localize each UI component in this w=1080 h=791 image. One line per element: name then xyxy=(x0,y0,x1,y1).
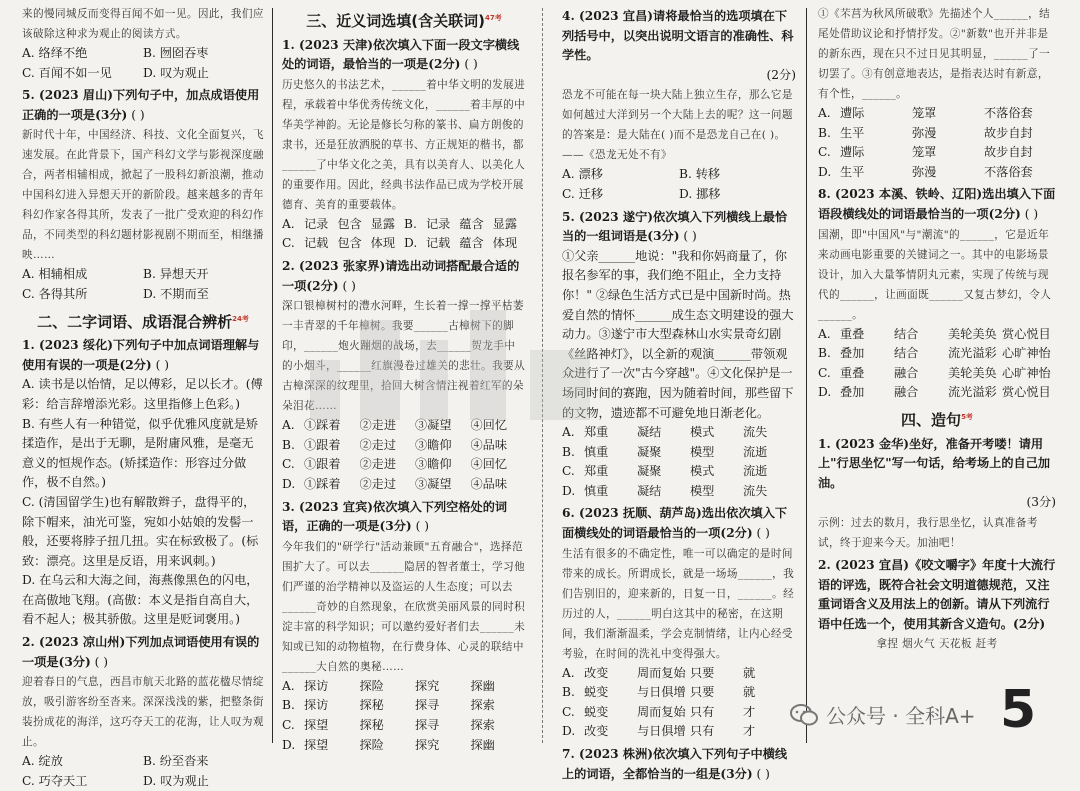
option-cell: 生平 xyxy=(840,164,865,179)
option-cell: 与日俱增 xyxy=(637,724,686,739)
option-cell: C. xyxy=(818,365,831,380)
passage-text: ①父亲______地说："我和你妈商量了，你报名参军的事，我们绝不阻止，全力支持你！" ②绿色生活方式已是中国新时尚。热爱自然的情怀______成生态文明建设的强大动力。③遂宁市大型森林山水实景奇幻剧《丝路神灯》，以全新的观演______带领观众进行了一次"古今穿越"。④文化保护是一场同时间的赛跑，因为随着时间，那些留下的文物，遗迹都不可避免地日渐老化。 xyxy=(562,248,794,420)
option-cell: 探幽 xyxy=(470,737,495,752)
option-row[interactable] xyxy=(818,163,1056,183)
option-cell: D. xyxy=(282,476,296,491)
option-row[interactable] xyxy=(282,736,526,756)
option-cell: 重叠 xyxy=(840,326,865,341)
option[interactable]: A. 漂移 xyxy=(562,167,603,182)
option-cell: 生平 xyxy=(840,125,865,140)
option-cell: A. xyxy=(282,678,295,693)
option[interactable]: D. 在乌云和大海之间，海燕像黑色的闪电，在高傲地飞翔。(高傲：本义是指自高自大，看不起人；极其骄傲。这里是贬词褒用。) xyxy=(22,573,259,627)
answer-paren[interactable]: ( ) xyxy=(683,229,697,244)
option-cell: 流逝 xyxy=(743,464,768,479)
option-cell: ①跟着 xyxy=(304,457,341,472)
option[interactable]: D. 不期而至 xyxy=(143,286,209,301)
option-cell: 流逝 xyxy=(743,444,768,459)
option-cell: 蜕变 xyxy=(584,704,609,719)
option-cell: 显露 xyxy=(492,216,518,231)
passage-text: 迎着春日的气息，西昌市航天北路的蓝花楹尽情绽放，吸引游客纷至沓来。深深浅浅的紫，把整条街装扮成花的海洋，这巧夺天工的花海，让人叹为观止。 xyxy=(22,676,264,749)
option-cell: 心旷神怡 xyxy=(1002,365,1051,380)
option-cell: C. xyxy=(282,717,295,732)
option[interactable]: A. 绽放 xyxy=(22,754,63,769)
option-cell: 体现 xyxy=(370,236,396,251)
answer-paren[interactable]: ( ) xyxy=(415,519,429,534)
option-row[interactable] xyxy=(818,325,1056,345)
question-stem: 1. (2023 天津)依次填入下面一段文字横线处的词语，最恰当的一项是(2分) xyxy=(282,37,520,72)
option-cell: 弥漫 xyxy=(912,125,937,140)
answer-paren[interactable]: ( ) xyxy=(756,526,770,541)
section-title xyxy=(818,408,1056,431)
option-cell: 弥漫 xyxy=(912,164,937,179)
option-cell: 探幽 xyxy=(470,678,495,693)
section-title xyxy=(282,9,526,32)
option-cell: 郑重 xyxy=(584,464,609,479)
option[interactable]: A. 络绎不绝 xyxy=(22,46,88,60)
option-cell: 凝聚 xyxy=(637,464,662,479)
option-row[interactable] xyxy=(818,383,1056,403)
question-7 xyxy=(562,745,796,784)
column-divider xyxy=(806,8,807,743)
option-cell: ①踩着 xyxy=(304,476,341,491)
options xyxy=(562,165,796,204)
option[interactable]: D. 叹为观止 xyxy=(143,773,209,788)
option-row[interactable] xyxy=(562,482,796,502)
option-cell: 只要 xyxy=(690,685,715,700)
option-cell: 才 xyxy=(743,724,756,739)
option-row[interactable] xyxy=(282,696,526,716)
option-cell: A. xyxy=(282,216,295,231)
option-cell: 探索 xyxy=(470,698,495,713)
question-8 xyxy=(818,185,1056,403)
question-stem: 2. (2023 张家界)请选出动词搭配最合适的一项(2分) xyxy=(282,258,520,293)
option-cell: 故步自封 xyxy=(984,125,1033,140)
option-cell: ④回忆 xyxy=(470,457,508,472)
option-cell: 流失 xyxy=(743,425,768,440)
option-cell: D. xyxy=(282,737,296,752)
option-cell: 与日俱增 xyxy=(637,685,686,700)
option-cell: ①踩着 xyxy=(304,418,341,433)
option-cell: 探寻 xyxy=(415,717,440,732)
question-stem: 1. (2023 金华)坐好，准备开考喽！请用上"行思坐忆"写一句话，给考场上的自己加油。 xyxy=(818,436,1051,490)
question-3 xyxy=(282,498,526,756)
question-5 xyxy=(22,86,264,304)
option-cell: 探秘 xyxy=(359,717,384,732)
option-cell: 探险 xyxy=(359,737,384,752)
option-cell: 模式 xyxy=(690,464,715,479)
option-cell: ②走过 xyxy=(359,437,397,452)
question-stem: 5. (2023 遂宁)依次填入下列横线上最恰当的一组词语是(3分) xyxy=(562,209,788,244)
option-cell: 慎重 xyxy=(584,444,609,459)
option-cell: 重叠 xyxy=(840,365,865,380)
option-cell: 探访 xyxy=(304,678,329,693)
section-title-text: 三、近义词选填(含关联词) xyxy=(306,12,485,30)
word-list: 拿捏 烟火气 天花板 赶考 xyxy=(876,638,998,651)
section-count: 24考 xyxy=(232,314,249,323)
option-cell: 故步自封 xyxy=(984,145,1033,160)
passage-text: 来的慢同城反而变得百闻不如一见。因此，我们应该破除这种求为观止的阅读方式。 xyxy=(22,8,264,40)
section-count: 5考 xyxy=(961,412,973,421)
question-stem: 7. (2023 株洲)依次填入下列句子中横线上的词语，全都恰当的一组是(3分) xyxy=(562,747,788,781)
option[interactable]: A. 相辅相成 xyxy=(22,267,88,282)
passage-text: ①《芣莒为秋风所破歌》先描述个人______，结尾处借助议论和抒情抒发。②"新数"也开并非是的新东西，现在只不过日见其明显，______了一切罢了。③有创意地表达，是指表达时有新意，有个性，______。 xyxy=(818,8,1051,100)
answer-example: 示例：过去的数月，我行思坐忆，认真准备考试，终于迎来今天。加油吧！ xyxy=(818,516,1038,549)
option-cell: 郑重 xyxy=(584,425,609,440)
option-cell: 记录 xyxy=(304,216,329,231)
option-cell: D. xyxy=(562,483,576,498)
option-row[interactable] xyxy=(562,722,796,742)
options xyxy=(22,265,264,304)
question-stem: 2. (2023 凉山州)下列加点词语使用有误的一项是(3分) xyxy=(22,635,260,669)
option-cell: ④回忆 xyxy=(470,418,508,433)
passage-text: 新时代十年，中国经济、科技、文化全面复兴，飞速发展。在此背景下，国产科幻文学与影视深度融合，两者相辅相成，掀起了一股科幻新浪潮，推动中国科幻进入异想天开的新阶段。越来越多的青年科幻作家各得其所，发表了一批广受欢迎的科幻作品，不同类型的科幻题材影视剧不期而至，相继播映…… xyxy=(22,129,264,262)
option-cell: 探究 xyxy=(415,678,440,693)
answer-paren[interactable]: ( ) xyxy=(94,654,109,669)
option-cell: ④品味 xyxy=(470,476,508,491)
option-cell: D. xyxy=(818,385,832,400)
question-stem: 2. (2023 宜昌)《咬文嚼字》年度十大流行语的评选，既符合社会文明道德规范，又注重词语含义及用法上的创新。请从下列流行语中任选一个，使用其新含义造句。(2分) xyxy=(818,557,1056,631)
option-cell: 周而复始 xyxy=(637,665,686,680)
option-cell: ②走过 xyxy=(359,476,397,491)
option-row[interactable] xyxy=(282,677,526,697)
option[interactable]: C. (清国留学生)也有解散辫子，盘得平的，除下帽来，油光可鉴，宛如小姑娘的发髻一般，还要将脖子扭几扭。实在标致极了。(标致：漂亮。这里是反语，用来讽刺。) xyxy=(22,494,259,568)
option-cell: 就 xyxy=(743,665,756,680)
passage-text: 深口银樟树村的澧水河畔，生长着一撑一撑平枯萎一丰青翠的千年樟树。我要______古樟树下的脚印，______炮火蹦烟的战场，去______贺龙手中的小烟斗，______红旗漫卷过雄关的悲壮。我要从古樟深深的纹理里，拾回大树含情注视着红军的朵朵泪花…… xyxy=(282,300,526,413)
option-cell: 凝结 xyxy=(637,425,662,440)
option-cell: 探望 xyxy=(304,717,329,732)
option-cell: 记录 xyxy=(425,216,451,231)
option-row[interactable] xyxy=(562,683,796,703)
question-2 xyxy=(818,556,1056,654)
option-cell: 模式 xyxy=(690,425,715,440)
section-count: 47考 xyxy=(484,14,502,22)
option-row[interactable] xyxy=(562,664,796,684)
option[interactable]: B. 囫囵吞枣 xyxy=(143,46,209,60)
option-cell: 模型 xyxy=(690,483,715,498)
option-cell: C. xyxy=(282,236,295,251)
option-cell: B. xyxy=(282,698,295,713)
option[interactable]: C. 各得其所 xyxy=(22,286,88,301)
question-stem: 8. (2023 本溪、铁岭、辽阳)选出填入下面语段横线处的词语最恰当的一项(2分) xyxy=(818,187,1056,221)
answer-paren[interactable]: ( ) xyxy=(1024,206,1039,221)
passage-text: 今年我们的"研学行"活动兼顾"五育融合"，选择范围扩大了。可以去______隐居的智者董士，学习他们严谨的治学精神以及盗运的人生态度；可以去______奇妙的自然现象，在欣赏美丽风景的同时积淀丰富的科学知识；可以邀约爱好者们去______未知或已知的动物植物，在行费身体、心灵的联结中______大自然的奥秘…… xyxy=(282,540,526,673)
option-cell: 才 xyxy=(743,704,756,719)
option-cell: 显露 xyxy=(370,216,396,231)
answer-paren[interactable]: ( ) xyxy=(131,107,145,122)
option-table xyxy=(818,104,1056,182)
option-cell: 只有 xyxy=(690,704,715,719)
section-title xyxy=(22,310,264,333)
option-cell: 周而复始 xyxy=(637,704,686,719)
option-cell: ③瞻仰 xyxy=(415,437,452,452)
brand-text: 公众号 · 全科A+ xyxy=(826,704,976,728)
option-cell: 赏心悦目 xyxy=(1002,385,1051,400)
option-cell: 流失 xyxy=(743,483,768,498)
option-row[interactable] xyxy=(562,443,796,463)
option-cell: 模型 xyxy=(690,444,715,459)
option[interactable]: D. 叹为观止 xyxy=(143,65,209,80)
option-cell: 遭际 xyxy=(840,106,865,120)
option-cell: 就 xyxy=(743,685,756,700)
option-cell: 融合 xyxy=(894,365,919,380)
option-cell: ②走进 xyxy=(359,457,397,472)
option-cell: 不落俗套 xyxy=(984,106,1033,120)
passage-text: 恐龙不可能在每一块大陆上独立生存，那么它是如何越过大洋到另一个大陆上去的呢？这一问题的答案是：是大陆在( )而不是恐龙自己在( )。——《恐龙无处不有》 xyxy=(562,89,793,162)
option-cell: B. xyxy=(562,444,575,459)
question-stem: 5. (2023 眉山)下列句子中，加点成语使用正确的一项是(3分) xyxy=(22,88,260,122)
option-cell: 心旷神怡 xyxy=(1002,346,1051,361)
wechat-icon xyxy=(790,703,818,727)
option-cell: 流光溢彩 xyxy=(948,385,997,400)
score: (3分) xyxy=(1026,495,1056,510)
option-cell: 探秘 xyxy=(359,698,384,713)
option-row[interactable] xyxy=(282,215,526,235)
option[interactable]: D. 挪移 xyxy=(679,186,721,201)
option-row[interactable] xyxy=(818,143,1056,163)
passage-text: 国潮，即"中国风"与"潮流"的______，它是近年来动画电影重要的关键词之一。其中的电影场景设计，加入大量筝情阴丸元素，实现了传统与现代的______，让画面既______又复古梦幻，令人______。 xyxy=(818,228,1052,321)
question-stem: 4. (2023 宜昌)请将最恰当的选项填在下列括号中，以突出说明文语言的准确性、科学性。 xyxy=(562,9,794,63)
option-row[interactable] xyxy=(562,462,796,482)
option-cell: ①跟着 xyxy=(304,437,341,452)
option-cell: 包含 xyxy=(337,216,362,231)
option-cell: 包含 xyxy=(337,236,362,251)
option-cell: D. xyxy=(818,164,832,179)
question-2 xyxy=(22,633,264,791)
option-row[interactable] xyxy=(282,455,526,475)
column-4 xyxy=(818,4,1056,654)
option-cell: 探究 xyxy=(415,737,440,752)
answer-paren[interactable]: ( ) xyxy=(342,278,356,293)
question-4 xyxy=(562,7,796,205)
option-cell: 探险 xyxy=(359,678,384,693)
option[interactable]: C. 百闻不如一见 xyxy=(22,65,112,80)
option-cell: 改变 xyxy=(584,724,609,739)
option-cell: 笼罩 xyxy=(912,145,937,160)
option-cell: C. xyxy=(562,704,575,719)
answer-paren[interactable]: ( ) xyxy=(464,57,478,72)
option-cell: ③瞻仰 xyxy=(415,457,452,472)
option-cell: ③凝望 xyxy=(415,476,452,491)
option-cell: 结合 xyxy=(894,326,919,341)
option-cell: A. xyxy=(562,665,575,680)
option-row[interactable] xyxy=(562,703,796,723)
option-cell: 笼罩 xyxy=(912,106,937,120)
option[interactable]: B. 转移 xyxy=(679,167,721,182)
option-cell: A. xyxy=(282,418,295,433)
option-cell: 探访 xyxy=(304,698,329,713)
option-cell: 凝结 xyxy=(637,483,662,498)
option-cell: 遭际 xyxy=(840,145,865,160)
option-cell: 不落俗套 xyxy=(984,164,1033,179)
option-cell: D. xyxy=(562,724,576,739)
option-cell: ②走进 xyxy=(359,418,397,433)
column-1 xyxy=(22,4,264,791)
option-cell: 探寻 xyxy=(415,698,440,713)
option-cell: D. xyxy=(403,236,418,251)
option-cell: A. xyxy=(562,425,575,440)
question-stem: 6. (2023 抚顺、葫芦岛)选出依次填入下面横线处的词语最恰当的一项(2分) xyxy=(562,506,788,541)
option-cell: B. xyxy=(818,346,831,361)
option-cell: 叠加 xyxy=(840,346,865,361)
option-row[interactable] xyxy=(818,104,1056,124)
option-cell: 美轮美奂 xyxy=(948,326,997,341)
option-cell: 记载 xyxy=(304,236,329,251)
option-cell: 融合 xyxy=(894,385,919,400)
option-cell: 赏心悦目 xyxy=(1002,326,1051,341)
footer-brand xyxy=(790,700,976,729)
option-cell: B. xyxy=(818,125,831,140)
option[interactable]: C. 巧夺天工 xyxy=(22,773,88,788)
option-table xyxy=(818,325,1056,403)
section-title-text: 四、造句 xyxy=(901,410,962,429)
option-cell: 结合 xyxy=(894,346,919,361)
option-cell: 流光溢彩 xyxy=(948,346,997,361)
option-cell: 蜕变 xyxy=(584,685,609,700)
section-title-text: 二、二字词语、成语混合辨析 xyxy=(37,312,233,331)
option-row[interactable] xyxy=(282,475,526,495)
option-cell: ④品味 xyxy=(470,437,508,452)
option-cell: 记载 xyxy=(425,236,451,251)
options xyxy=(22,752,264,791)
option-cell: 叠加 xyxy=(840,385,865,400)
option-cell: 体现 xyxy=(492,236,518,251)
option[interactable]: A. 读书是以怡情，足以傅彩，足以长才。(傅彩：给言辞增添光彩。这里指修上色彩。) xyxy=(22,377,263,411)
option-cell: 慎重 xyxy=(584,483,609,498)
option-cell: C. xyxy=(282,457,295,472)
question-1 xyxy=(22,336,264,630)
question-stem: 3. (2023 宜宾)依次填入下列空格处的词语，正确的一项是(3分) xyxy=(282,499,508,534)
question-1 xyxy=(818,435,1056,553)
score: (2分) xyxy=(766,67,796,82)
watermark-logo-icon xyxy=(300,300,620,440)
question-1 xyxy=(282,36,526,254)
option-row[interactable] xyxy=(282,716,526,736)
option-cell: ③凝望 xyxy=(415,418,452,433)
option-cell: B. xyxy=(562,685,575,700)
option-row[interactable] xyxy=(818,124,1056,144)
answer-paren[interactable]: ( ) xyxy=(155,357,169,372)
option-row[interactable] xyxy=(282,234,526,254)
option-cell: 蕴含 xyxy=(459,236,484,251)
option-cell: 探望 xyxy=(304,737,329,752)
option-cell: A. xyxy=(818,106,831,120)
option[interactable]: B. 有些人有一种错觉，似乎优雅风度就是矫揉造作，是出于无聊，是附庸风雅，是毫无意义的恒规作态。(矫揉造作：形容过分做作，极不自然。) xyxy=(22,416,259,490)
option-cell: 只要 xyxy=(690,665,715,680)
option[interactable]: B. 纷至沓来 xyxy=(143,754,209,769)
question-6 xyxy=(562,504,796,742)
option-cell: B. xyxy=(403,216,417,231)
option-cell: 美轮美奂 xyxy=(948,365,997,380)
passage-text: 历史悠久的书法艺术，______着中华文明的发展进程，承载着中华优秀传统文化，______着丰厚的中华美学神韵。无论是修长匀称的篆书、扁方朗俊的隶书，还是狂放洒脱的草书、方正规矩的楷书，都______了中华文化之美，具有以美育人、以美化人的重要作用。因此，经典书法作品已成为学校开展德育、美育的重要载体。 xyxy=(282,78,526,211)
option-cell: 只有 xyxy=(690,724,715,739)
option[interactable]: B. 异想天开 xyxy=(143,267,209,282)
option-cell: C. xyxy=(818,145,831,160)
question-stem: 1. (2023 绥化)下列句子中加点词语理解与使用有误的一项是(2分) xyxy=(22,338,260,372)
option-table xyxy=(562,664,796,742)
options xyxy=(22,44,264,83)
option-table xyxy=(282,677,526,755)
option-cell: 凝聚 xyxy=(637,444,662,459)
option[interactable]: C. 迁移 xyxy=(562,186,604,201)
page-number: 5 xyxy=(1000,680,1037,740)
option-cell: A. xyxy=(818,326,831,341)
option-cell: 改变 xyxy=(584,665,609,680)
column-divider xyxy=(272,8,273,743)
option-table xyxy=(282,215,526,254)
option-row[interactable] xyxy=(818,364,1056,384)
answer-paren[interactable]: ( ) xyxy=(756,766,770,781)
option-cell: B. xyxy=(282,437,295,452)
option-row[interactable] xyxy=(818,344,1056,364)
option-cell: 蕴含 xyxy=(459,216,484,231)
option-cell: 探索 xyxy=(470,717,495,732)
option-cell: C. xyxy=(562,464,575,479)
passage-text: 生活有很多的不确定性，唯一可以确定的是时间带来的成长。所谓成长，就是一场场______，我们告别旧的，迎来新的，日复一日，______。经历过的人，______明白这其中的秘密，在这期间，我们渐渐温柔，学会克制情绪，让内心经受考验，在时间的洗礼中变得强大。 xyxy=(562,547,795,660)
